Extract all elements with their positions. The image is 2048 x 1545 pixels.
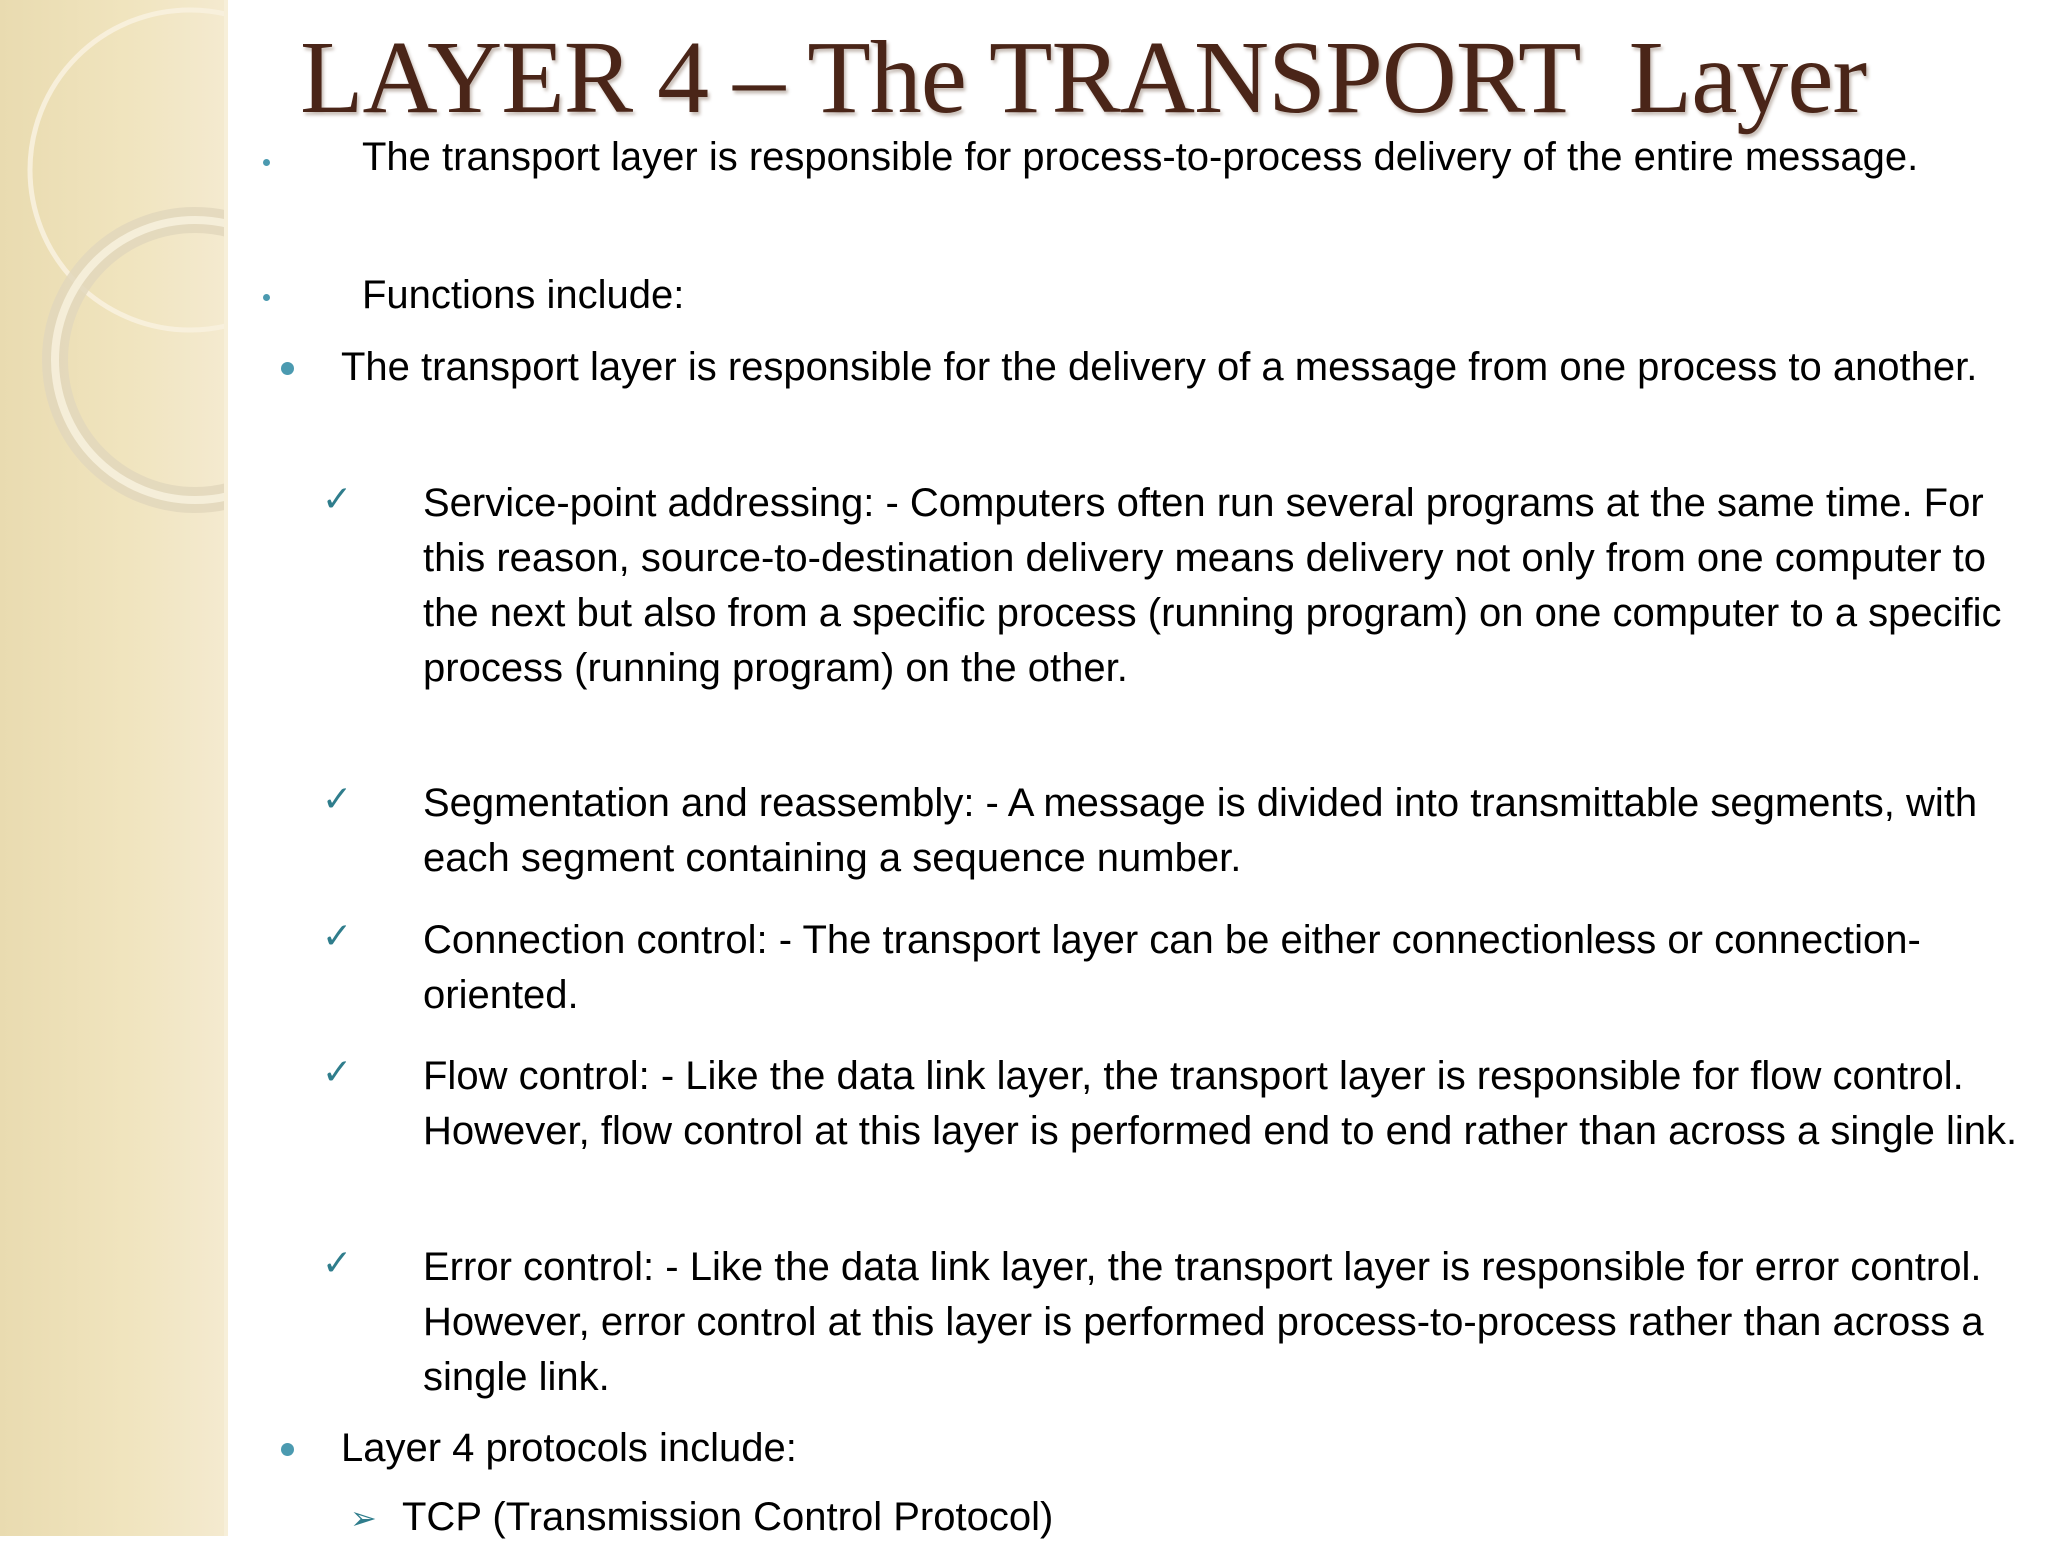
check-icon: ✓	[322, 1052, 353, 1093]
check-icon: ✓	[322, 479, 353, 520]
bullet-dot-icon	[263, 294, 270, 301]
intro-bullet-text: The transport layer is responsible for process-to-process delivery of the entire message.	[362, 135, 1919, 179]
protocol-item-tcp: TCP (Transmission Control Protocol)	[402, 1495, 1054, 1539]
function-item-connection-control: Connection control: - The transport layer can be either connectionless or connection-oriented.	[423, 918, 1921, 1017]
protocols-heading: Layer 4 protocols include:	[341, 1426, 797, 1470]
functions-heading: Functions include:	[362, 273, 685, 317]
slide-title: LAYER 4 – The TRANSPORT Layer	[300, 20, 1867, 135]
check-icon: ✓	[322, 1243, 353, 1284]
bullet-dot-icon	[281, 362, 294, 375]
bullet-dot-icon	[281, 1443, 294, 1456]
function-item-error-control: Error control: - Like the data link layer, the transport layer is responsible for error control. However, error control at this layer is performed process-to-process rather than across a single link.	[423, 1245, 1984, 1399]
check-icon: ✓	[322, 916, 353, 957]
bullet-dot-icon	[263, 159, 270, 166]
function-item-service-point: Service-point addressing: - Computers often run several programs at the same time. For this reason, source-to-destination delivery means delivery not only from one computer to the next but also from a specific process (running program) on one computer to a specific process (running program) on the other.	[423, 481, 2002, 690]
arrow-bullet-icon: ➢	[350, 1499, 377, 1537]
check-icon: ✓	[322, 779, 353, 820]
function-item-flow-control: Flow control: - Like the data link layer, the transport layer is responsible for flow control. However, flow control at this layer is performed end to end rather than across a single link.	[423, 1054, 2018, 1153]
main-point-text: The transport layer is responsible for the delivery of a message from one process to another.	[341, 345, 1978, 389]
function-item-segmentation: Segmentation and reassembly: - A message is divided into transmittable segments, with each segment containing a sequence number.	[423, 781, 1978, 880]
